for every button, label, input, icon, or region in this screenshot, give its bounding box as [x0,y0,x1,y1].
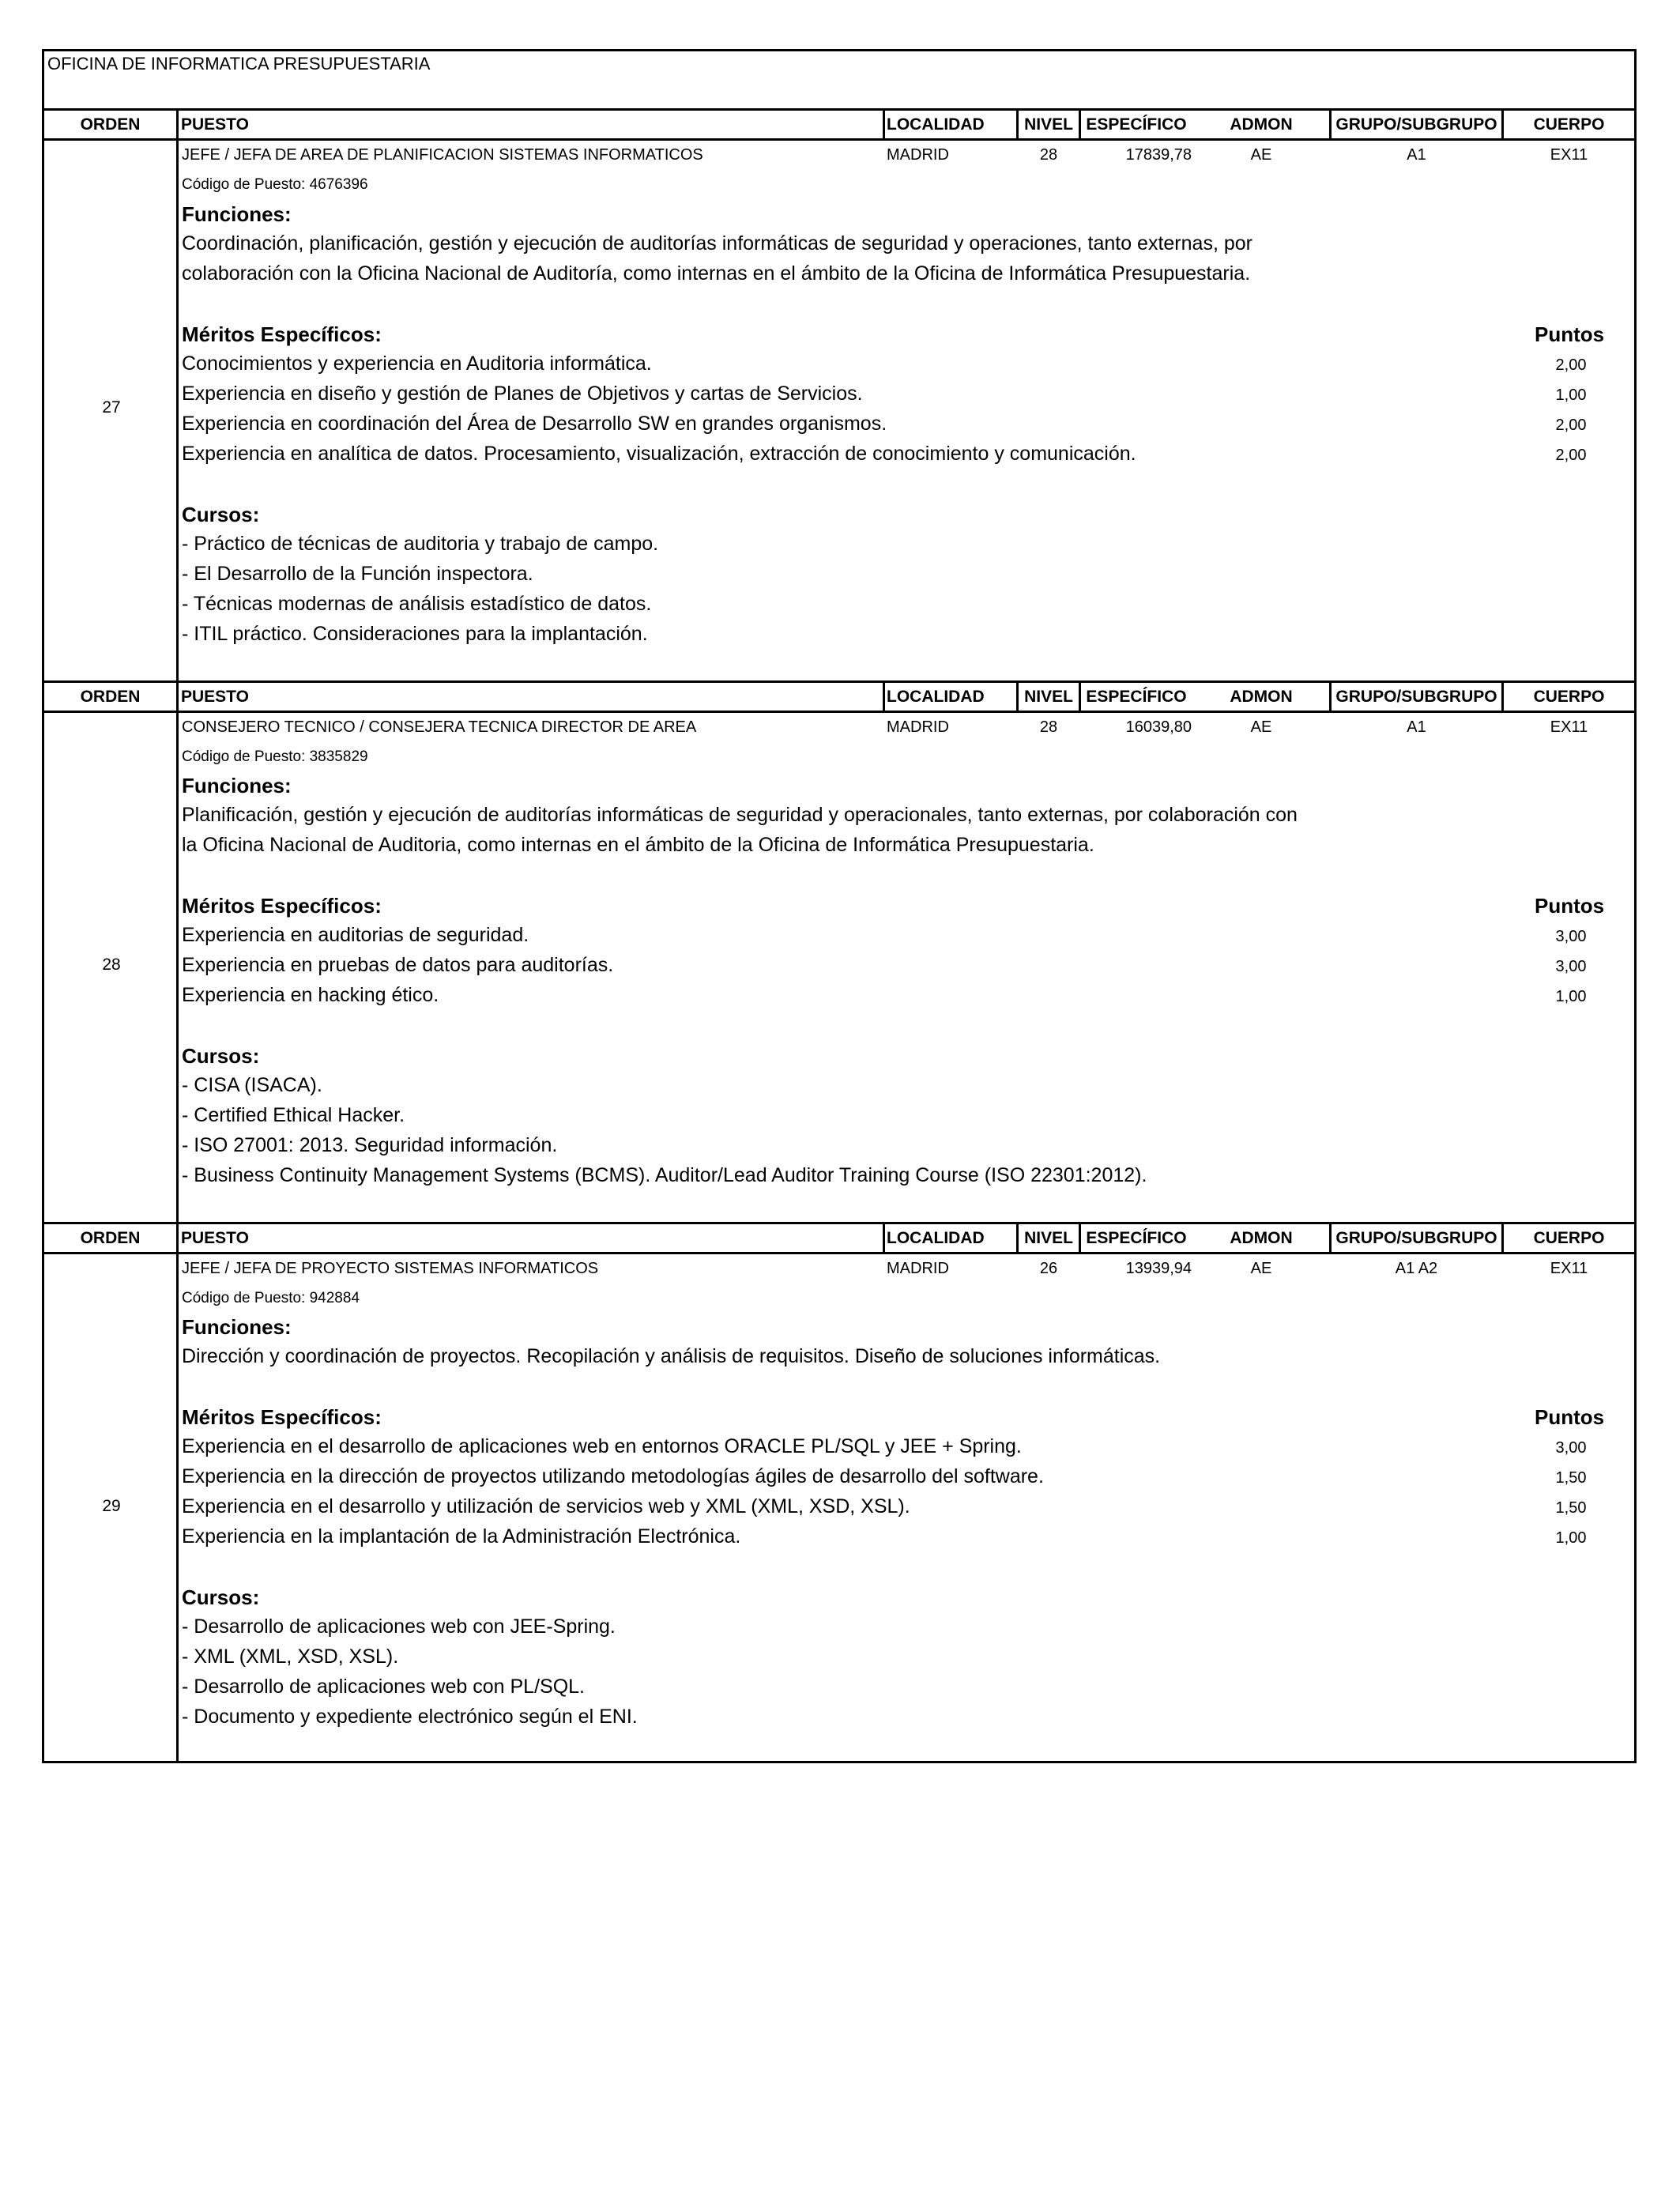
merito-puntos: 2,00 [1555,417,1587,434]
curso-item: - Business Continuity Management Systems (BCMS). Auditor/Lead Auditor Training Course (ISO 22301:2012). [182,1164,1147,1186]
header-grupo: GRUPO/SUBGRUPO [1335,1229,1497,1247]
funciones-line: Planificación, gestión y ejecución de auditorías informáticas de seguridad y operacionales, tanto externas, por colaboración con [182,804,1298,826]
curso-item: - ISO 27001: 2013. Seguridad información. [182,1134,558,1156]
header-nivel: NIVEL [1024,1229,1073,1247]
header-especifico: ESPECÍFICO [1086,115,1187,134]
localidad-value: MADRID [887,1260,949,1277]
curso-item: - Técnicas modernas de análisis estadístico de datos. [182,593,652,615]
funciones-line: Coordinación, planificación, gestión y ejecución de auditorías informáticas de seguridad y operaciones, tanto externas, por [182,232,1252,254]
header-localidad: LOCALIDAD [887,688,985,706]
admon-value: AE [1250,1260,1272,1277]
merito-item: Experiencia en auditorias de seguridad. [182,924,529,946]
puntos-label: Puntos [1535,1405,1605,1429]
divider [42,1252,1637,1254]
divider [42,711,1637,713]
funciones-label: Funciones: [182,202,292,226]
localidad-value: MADRID [887,718,949,736]
merito-item: Experiencia en coordinación del Área de Desarrollo SW en grandes organismos. [182,413,887,435]
merito-item: Experiencia en analítica de datos. Procesamiento, visualización, extracción de conocimiento y comunicación. [182,443,1136,465]
header-cuerpo: CUERPO [1533,115,1605,134]
divider [42,680,1637,683]
funciones-line: colaboración con la Oficina Nacional de Auditoría, como internas en el ámbito de la Oficina de Informática Presupuestaria. [182,262,1251,285]
funciones-label: Funciones: [182,774,292,797]
merito-puntos: 3,00 [1555,928,1587,945]
puesto-name: CONSEJERO TECNICO / CONSEJERA TECNICA DIRECTOR DE AREA [182,718,697,736]
merito-item: Experiencia en la dirección de proyectos utilizando metodologías ágiles de desarrollo del software. [182,1465,1044,1487]
header-nivel: NIVEL [1024,115,1073,134]
header-cuerpo: CUERPO [1533,688,1605,706]
header-nivel: NIVEL [1024,688,1073,706]
curso-item: - Práctico de técnicas de auditoria y trabajo de campo. [182,533,659,555]
grupo-value: A1 A2 [1395,1260,1438,1277]
meritos-label: Méritos Específicos: [182,322,382,346]
merito-puntos: 1,00 [1555,386,1587,404]
especifico-value: 17839,78 [1125,146,1192,164]
orden-value: 28 [102,956,121,974]
office-title: OFICINA DE INFORMATICA PRESUPUESTARIA [47,54,431,74]
especifico-value: 13939,94 [1125,1260,1192,1277]
funciones-line: Dirección y coordinación de proyectos. Recopilación y análisis de requisitos. Diseño de soluciones informáticas. [182,1345,1161,1367]
header-grupo: GRUPO/SUBGRUPO [1335,115,1497,134]
header-admon: ADMON [1230,1229,1293,1247]
meritos-label: Méritos Específicos: [182,894,382,918]
codigo-puesto: Código de Puesto: 3835829 [182,748,368,765]
orden-value: 27 [102,398,121,417]
column-divider [883,108,885,138]
admon-value: AE [1250,718,1272,736]
cursos-label: Cursos: [182,1585,260,1609]
header-especifico: ESPECÍFICO [1086,688,1187,706]
cuerpo-value: EX11 [1550,718,1588,736]
curso-item: - Documento y expediente electrónico según el ENI. [182,1706,638,1728]
merito-puntos: 2,00 [1555,447,1587,464]
merito-item: Experiencia en diseño y gestión de Planes de Objetivos y cartas de Servicios. [182,383,863,405]
header-admon: ADMON [1230,115,1293,134]
header-grupo: GRUPO/SUBGRUPO [1335,688,1497,706]
curso-item: - ITIL práctico. Consideraciones para la implantación. [182,623,648,645]
column-divider [883,1222,885,1252]
especifico-value: 16039,80 [1125,718,1192,736]
localidad-value: MADRID [887,146,949,164]
nivel-value: 26 [1039,1260,1058,1277]
funciones-label: Funciones: [182,1315,292,1339]
merito-puntos: 1,00 [1555,1529,1587,1547]
header-orden: ORDEN [80,115,141,134]
curso-item: - XML (XML, XSD, XSL). [182,1646,399,1668]
cuerpo-value: EX11 [1550,146,1588,164]
curso-item: - Certified Ethical Hacker. [182,1104,405,1126]
merito-item: Experiencia en la implantación de la Administración Electrónica. [182,1525,741,1547]
column-divider [883,680,885,711]
codigo-puesto: Código de Puesto: 4676396 [182,176,368,193]
header-puesto: PUESTO [181,1229,249,1247]
merito-item: Experiencia en pruebas de datos para auditorías. [182,954,614,976]
merito-puntos: 3,00 [1555,1439,1587,1457]
header-orden: ORDEN [80,688,141,706]
merito-item: Experiencia en hacking ético. [182,984,439,1006]
nivel-value: 28 [1039,146,1058,164]
header-cuerpo: CUERPO [1533,1229,1605,1247]
merito-item: Experiencia en el desarrollo y utilización de servicios web y XML (XML, XSD, XSL). [182,1495,910,1517]
puesto-name: JEFE / JEFA DE PROYECTO SISTEMAS INFORMATICOS [182,1260,599,1277]
meritos-label: Méritos Específicos: [182,1405,382,1429]
divider [42,138,1637,141]
header-orden: ORDEN [80,1229,141,1247]
orden-value: 29 [102,1497,121,1515]
codigo-puesto: Código de Puesto: 942884 [182,1290,360,1306]
nivel-value: 28 [1039,718,1058,736]
column-divider [176,680,179,1222]
cuerpo-value: EX11 [1550,1260,1588,1277]
curso-item: - CISA (ISACA). [182,1074,322,1096]
curso-item: - El Desarrollo de la Función inspectora. [182,563,533,585]
header-admon: ADMON [1230,688,1293,706]
puesto-name: JEFE / JEFA DE AREA DE PLANIFICACION SISTEMAS INFORMATICOS [182,146,703,164]
cursos-label: Cursos: [182,503,260,526]
admon-value: AE [1250,146,1272,164]
grupo-value: A1 [1407,146,1426,164]
merito-puntos: 2,00 [1555,356,1587,374]
funciones-line: la Oficina Nacional de Auditoria, como internas en el ámbito de la Oficina de Informática Presupuestaria. [182,834,1094,856]
header-localidad: LOCALIDAD [887,1229,985,1247]
column-divider [176,108,179,680]
divider [42,1222,1637,1224]
column-divider [176,1222,179,1763]
puntos-label: Puntos [1535,322,1605,346]
cursos-label: Cursos: [182,1044,260,1068]
merito-puntos: 1,00 [1555,988,1587,1005]
merito-puntos: 3,00 [1555,958,1587,975]
header-puesto: PUESTO [181,115,249,134]
header-puesto: PUESTO [181,688,249,706]
merito-puntos: 1,50 [1555,1499,1587,1517]
grupo-value: A1 [1407,718,1426,736]
curso-item: - Desarrollo de aplicaciones web con JEE-Spring. [182,1615,616,1638]
puntos-label: Puntos [1535,894,1605,918]
merito-item: Experiencia en el desarrollo de aplicaciones web en entornos ORACLE PL/SQL y JEE + Spring. [182,1435,1022,1457]
merito-puntos: 1,50 [1555,1469,1587,1487]
curso-item: - Desarrollo de aplicaciones web con PL/SQL. [182,1676,585,1698]
header-especifico: ESPECÍFICO [1086,1229,1187,1247]
header-localidad: LOCALIDAD [887,115,985,134]
merito-item: Conocimientos y experiencia en Auditoria informática. [182,352,652,375]
divider [42,108,1637,111]
